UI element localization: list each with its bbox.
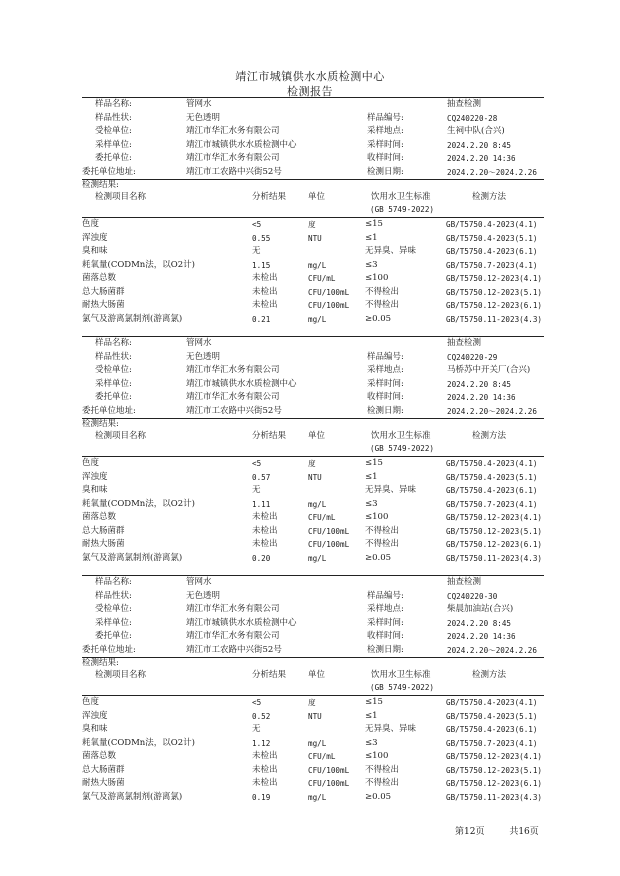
field-label: 采样时间:	[367, 378, 404, 389]
field-label: 委托单位地址:	[82, 405, 136, 416]
unit-value: mg/L	[308, 260, 327, 270]
method-value: GB/T5750.12-2023(5.1)	[446, 765, 543, 775]
column-header: 单位	[308, 192, 326, 202]
field-value: 抽查检测	[447, 338, 482, 348]
standard-value: 不得检出	[365, 778, 400, 788]
field-value: 无色透明	[186, 590, 221, 601]
field-value: 柴晨加油站(合兴)	[447, 604, 514, 614]
field-value: 2024.2.20 14:36	[447, 154, 516, 163]
field-label: 采样地点:	[367, 365, 404, 375]
unit-value: mg/L	[308, 499, 327, 509]
column-header: (GB 5749-2022)	[370, 683, 435, 692]
field-label: 样品性状:	[95, 112, 132, 123]
field-label: 收样时间:	[367, 631, 404, 641]
column-header: 检测项目名称	[95, 431, 147, 441]
result-value: <5	[252, 459, 262, 468]
standard-value: 不得检出	[365, 286, 400, 297]
column-header: 检测项目名称	[95, 192, 147, 202]
method-value: GB/T5750.4-2023(5.1)	[446, 711, 538, 721]
method-value: GB/T5750.4-2023(4.1)	[446, 698, 538, 707]
unit-value: CFU/100mL	[308, 779, 350, 788]
standard-value: ≤15	[365, 219, 383, 229]
unit-value: CFU/mL	[308, 752, 336, 761]
result-value: 无	[252, 485, 261, 495]
method-value: GB/T5750.12-2023(6.1)	[446, 779, 543, 788]
field-label: 样品名称:	[95, 99, 132, 109]
unit-value: CFU/mL	[308, 513, 336, 522]
unit-value: CFU/100mL	[308, 301, 350, 310]
results-heading: 检测结果:	[82, 419, 119, 429]
column-header: 单位	[308, 670, 326, 680]
result-value: 未检出	[252, 300, 278, 310]
field-label: 采样时间:	[367, 617, 404, 628]
field-value: 抽查检测	[447, 99, 482, 109]
field-value: 2024.2.20～2024.2.26	[447, 167, 537, 177]
item-name: 浑浊度	[82, 471, 108, 482]
column-header: 饮用水卫生标准	[371, 192, 431, 202]
result-value: <5	[252, 698, 262, 707]
table-divider	[82, 456, 544, 457]
field-value: 靖江市工农路中兴街52号	[186, 405, 282, 416]
standard-value: ≤100	[365, 273, 389, 283]
field-label: 委托单位地址:	[82, 166, 136, 177]
standard-value: ≥0.05	[365, 552, 392, 563]
unit-value: mg/L	[308, 792, 327, 802]
field-label: 样品性状:	[95, 590, 132, 601]
field-value: 管网水	[186, 577, 212, 587]
field-label: 收样时间:	[367, 392, 404, 402]
field-value: 靖江市华汇水务有限公司	[186, 604, 280, 614]
field-label: 受检单位:	[95, 604, 132, 614]
item-name: 总大肠菌群	[82, 286, 125, 297]
result-value: 0.19	[252, 792, 271, 802]
field-value: 靖江市城镇供水水质检测中心	[186, 617, 297, 628]
item-name: 臭和味	[82, 724, 108, 734]
standard-value: ≤1	[365, 471, 378, 482]
field-label: 委托单位地址:	[82, 644, 136, 655]
column-header: 检测方法	[472, 192, 507, 202]
table-divider	[82, 217, 544, 218]
method-value: GB/T5750.7-2023(4.1)	[446, 260, 538, 270]
standard-value: ≤3	[365, 498, 378, 509]
section-divider	[82, 657, 544, 658]
field-value: 无色透明	[186, 112, 221, 123]
unit-value: mg/L	[308, 738, 327, 748]
result-value: <5	[252, 220, 262, 229]
field-value: 无色透明	[186, 351, 221, 362]
field-label: 采样单位:	[95, 139, 132, 150]
standard-value: 不得检出	[365, 764, 400, 775]
standard-value: 无异臭、异味	[365, 246, 417, 256]
item-name: 色度	[82, 458, 100, 468]
item-name: 氯气及游离氯制剂(游离氯)	[82, 791, 183, 802]
results-heading: 检测结果:	[82, 180, 119, 190]
unit-value: NTU	[308, 711, 322, 721]
field-label: 检测日期:	[367, 405, 404, 416]
standard-value: ≥0.05	[365, 313, 392, 324]
field-label: 采样单位:	[95, 617, 132, 628]
field-label: 采样地点:	[367, 126, 404, 136]
item-name: 菌落总数	[82, 273, 117, 283]
method-value: GB/T5750.4-2023(6.1)	[446, 247, 538, 256]
field-value: 靖江市工农路中兴街52号	[186, 644, 282, 655]
table-divider	[82, 695, 544, 696]
method-value: GB/T5750.4-2023(5.1)	[446, 472, 538, 482]
standard-value: 不得检出	[365, 539, 400, 549]
standard-value: ≤100	[365, 512, 389, 522]
field-label: 采样地点:	[367, 604, 404, 614]
org-title: 靖江市城镇供水水质检测中心	[235, 70, 385, 83]
section-divider	[82, 418, 544, 419]
field-label: 受检单位:	[95, 126, 132, 136]
unit-value: CFU/100mL	[308, 765, 350, 775]
column-header: 分析结果	[252, 192, 287, 202]
field-label: 委托单位:	[95, 631, 132, 641]
report-title: 检测报告	[287, 85, 333, 98]
item-name: 耐热大肠菌	[82, 539, 125, 549]
result-value: 未检出	[252, 539, 278, 549]
field-label: 样品编号:	[367, 351, 404, 362]
unit-value: CFU/mL	[308, 274, 336, 283]
column-header: 饮用水卫生标准	[371, 670, 431, 680]
field-label: 采样单位:	[95, 378, 132, 389]
item-name: 菌落总数	[82, 751, 117, 761]
page-number: 第12页	[455, 827, 485, 837]
field-value: 靖江市华汇水务有限公司	[186, 153, 280, 163]
field-value: 2024.2.20 8:45	[447, 140, 512, 150]
column-header: (GB 5749-2022)	[370, 444, 435, 453]
unit-value: NTU	[308, 233, 322, 243]
field-label: 样品名称:	[95, 577, 132, 587]
item-name: 耐热大肠菌	[82, 300, 125, 310]
field-value: 2024.2.20 14:36	[447, 632, 516, 641]
field-label: 收样时间:	[367, 153, 404, 163]
item-name: 氯气及游离氯制剂(游离氯)	[82, 552, 183, 563]
field-value: CQ240220-30	[447, 591, 498, 601]
item-name: 耗氧量(CODMn法，以O2计)	[82, 498, 195, 509]
method-value: GB/T5750.12-2023(4.1)	[446, 274, 543, 283]
result-value: 未检出	[252, 286, 278, 297]
result-value: 0.21	[252, 314, 271, 324]
standard-value: ≤3	[365, 737, 378, 748]
column-header: 饮用水卫生标准	[371, 431, 431, 441]
item-name: 浑浊度	[82, 710, 108, 721]
result-value: 1.12	[252, 738, 271, 748]
field-value: 马桥苏中开关厂(合兴)	[447, 365, 531, 375]
method-value: GB/T5750.4-2023(6.1)	[446, 486, 538, 495]
item-name: 色度	[82, 697, 100, 707]
standard-value: ≤100	[365, 751, 389, 761]
section-divider	[82, 97, 544, 98]
result-value: 未检出	[252, 778, 278, 788]
method-value: GB/T5750.11-2023(4.3)	[446, 553, 543, 563]
field-label: 检测日期:	[367, 166, 404, 177]
result-value: 未检出	[252, 273, 278, 283]
item-name: 臭和味	[82, 485, 108, 495]
field-label: 采样时间:	[367, 139, 404, 150]
field-value: 靖江市华汇水务有限公司	[186, 126, 280, 136]
result-value: 无	[252, 724, 261, 734]
field-value: 2024.2.20～2024.2.26	[447, 645, 537, 655]
result-value: 0.57	[252, 472, 271, 482]
item-name: 浑浊度	[82, 232, 108, 243]
method-value: GB/T5750.12-2023(5.1)	[446, 526, 543, 536]
field-value: 靖江市华汇水务有限公司	[186, 392, 280, 402]
standard-value: ≤1	[365, 232, 378, 243]
standard-value: ≤15	[365, 458, 383, 468]
method-value: GB/T5750.12-2023(5.1)	[446, 287, 543, 297]
column-header: 检测项目名称	[95, 670, 147, 680]
field-value: 2024.2.20～2024.2.26	[447, 406, 537, 416]
field-value: 管网水	[186, 338, 212, 348]
result-value: 无	[252, 246, 261, 256]
field-value: 管网水	[186, 99, 212, 109]
column-header: 检测方法	[472, 431, 507, 441]
field-value: 生祠中队(合兴)	[447, 126, 505, 136]
field-label: 样品名称:	[95, 338, 132, 348]
method-value: GB/T5750.12-2023(4.1)	[446, 513, 543, 522]
result-value: 未检出	[252, 764, 278, 775]
method-value: GB/T5750.7-2023(4.1)	[446, 499, 538, 509]
standard-value: 无异臭、异味	[365, 485, 417, 495]
result-value: 0.20	[252, 553, 271, 563]
item-name: 总大肠菌群	[82, 525, 125, 536]
unit-value: mg/L	[308, 553, 327, 563]
item-name: 菌落总数	[82, 512, 117, 522]
standard-value: 不得检出	[365, 300, 400, 310]
column-header: 分析结果	[252, 431, 287, 441]
unit-value: CFU/100mL	[308, 526, 350, 536]
field-value: 2024.2.20 14:36	[447, 393, 516, 402]
standard-value: 不得检出	[365, 525, 400, 536]
unit-value: mg/L	[308, 314, 327, 324]
field-value: 2024.2.20 8:45	[447, 618, 512, 628]
method-value: GB/T5750.12-2023(4.1)	[446, 752, 543, 761]
page-total: 共16页	[509, 827, 539, 837]
result-value: 未检出	[252, 525, 278, 536]
field-value: 靖江市城镇供水水质检测中心	[186, 378, 297, 389]
result-value: 1.11	[252, 499, 271, 509]
field-label: 委托单位:	[95, 153, 132, 163]
item-name: 耐热大肠菌	[82, 778, 125, 788]
standard-value: ≤1	[365, 710, 378, 721]
item-name: 耗氧量(CODMn法，以O2计)	[82, 737, 195, 748]
method-value: GB/T5750.11-2023(4.3)	[446, 792, 543, 802]
method-value: GB/T5750.12-2023(6.1)	[446, 301, 543, 310]
column-header: 单位	[308, 431, 326, 441]
method-value: GB/T5750.4-2023(6.1)	[446, 725, 538, 734]
result-value: 0.52	[252, 711, 271, 721]
section-divider	[82, 336, 544, 337]
result-value: 0.55	[252, 233, 271, 243]
column-header: 分析结果	[252, 670, 287, 680]
method-value: GB/T5750.4-2023(4.1)	[446, 220, 538, 229]
item-name: 色度	[82, 219, 100, 229]
standard-value: ≤15	[365, 697, 383, 707]
method-value: GB/T5750.7-2023(4.1)	[446, 738, 538, 748]
item-name: 臭和味	[82, 246, 108, 256]
item-name: 总大肠菌群	[82, 764, 125, 775]
method-value: GB/T5750.12-2023(6.1)	[446, 540, 543, 549]
method-value: GB/T5750.4-2023(5.1)	[446, 233, 538, 243]
field-value: 靖江市工农路中兴街52号	[186, 166, 282, 177]
field-value: CQ240220-29	[447, 352, 498, 362]
method-value: GB/T5750.11-2023(4.3)	[446, 314, 543, 324]
field-label: 检测日期:	[367, 644, 404, 655]
field-value: 靖江市华汇水务有限公司	[186, 365, 280, 375]
result-value: 1.15	[252, 260, 271, 270]
field-value: 2024.2.20 8:45	[447, 379, 512, 389]
field-label: 委托单位:	[95, 392, 132, 402]
standard-value: 无异臭、异味	[365, 724, 417, 734]
results-heading: 检测结果:	[82, 658, 119, 668]
method-value: GB/T5750.4-2023(4.1)	[446, 459, 538, 468]
field-value: CQ240220-28	[447, 113, 498, 123]
field-value: 抽查检测	[447, 577, 482, 587]
unit-value: NTU	[308, 472, 322, 482]
result-value: 未检出	[252, 751, 278, 761]
standard-value: ≤3	[365, 259, 378, 270]
field-label: 样品编号:	[367, 112, 404, 123]
column-header: (GB 5749-2022)	[370, 205, 435, 214]
field-label: 样品性状:	[95, 351, 132, 362]
unit-value: CFU/100mL	[308, 287, 350, 297]
unit-value: 度	[308, 698, 316, 707]
section-divider	[82, 179, 544, 180]
unit-value: 度	[308, 459, 316, 468]
result-value: 未检出	[252, 512, 278, 522]
field-value: 靖江市华汇水务有限公司	[186, 631, 280, 641]
field-value: 靖江市城镇供水水质检测中心	[186, 139, 297, 150]
column-header: 检测方法	[472, 670, 507, 680]
item-name: 氯气及游离氯制剂(游离氯)	[82, 313, 183, 324]
field-label: 样品编号:	[367, 590, 404, 601]
item-name: 耗氧量(CODMn法，以O2计)	[82, 259, 195, 270]
page-footer	[455, 824, 561, 837]
standard-value: ≥0.05	[365, 791, 392, 802]
section-divider	[82, 575, 544, 576]
unit-value: CFU/100mL	[308, 540, 350, 549]
unit-value: 度	[308, 220, 316, 229]
field-label: 受检单位:	[95, 365, 132, 375]
